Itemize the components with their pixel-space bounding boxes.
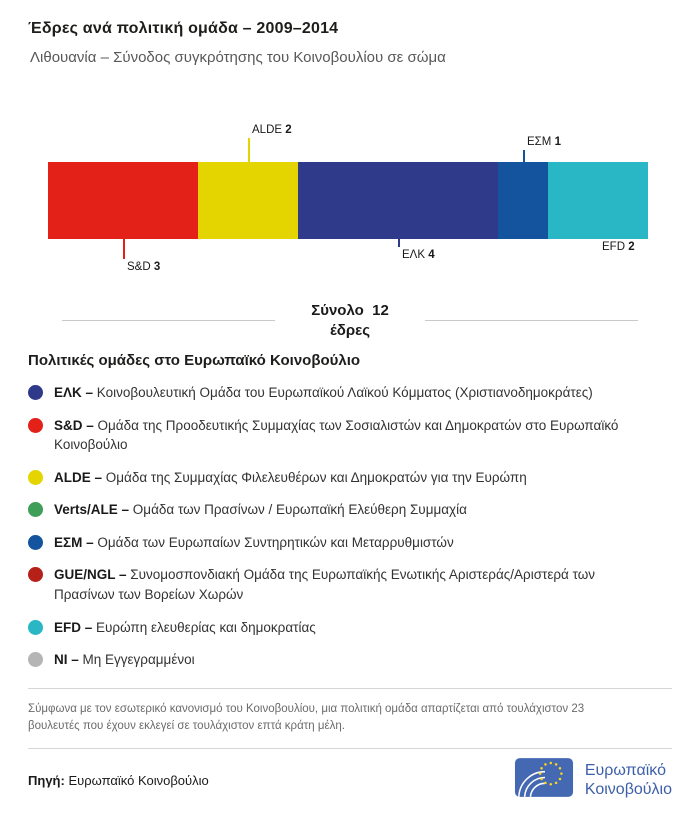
- segment-label: S&D 3: [127, 261, 161, 273]
- legend-color-dot: [28, 470, 43, 485]
- segment-callout: [123, 239, 160, 275]
- legend-text: GUE/NGL – Συνομοσπονδιακή Ομάδα της Ευρωπαϊκής Ενωτικής Αριστεράς/Αριστερά των Πρασίνων των Βορείων Χωρών: [54, 567, 596, 602]
- legend-item-5: [28, 565, 672, 604]
- callout-tick: [123, 239, 125, 259]
- legend-item-1: [28, 416, 672, 455]
- page-title: Έδρες ανά πολιτική ομάδα – 2009–2014: [28, 20, 339, 37]
- legend-text: Verts/ALE – Ομάδα των Πρασίνων / Ευρωπαϊκή Ελεύθερη Συμμαχία: [54, 502, 467, 518]
- page-subtitle: Λιθουανία – Σύνοδος συγκρότησης του Κοινοβουλίου σε σώμα: [30, 49, 446, 66]
- divider-left: [62, 320, 275, 321]
- legend-color-dot: [28, 535, 43, 550]
- bar-segment-ALDE[interactable]: [198, 124, 298, 239]
- divider-right: [425, 320, 638, 321]
- segment-callout: [398, 239, 435, 263]
- segment-label: ALDE 2: [252, 124, 292, 136]
- segment-callout: [248, 122, 292, 162]
- seats-bar-chart: [28, 116, 672, 281]
- source-text: [28, 773, 209, 788]
- legend-item-7: [28, 650, 672, 670]
- bar-segment-S&D[interactable]: [48, 162, 198, 273]
- eu-parliament-flag-icon: [514, 757, 574, 803]
- callout-tick: [398, 239, 400, 247]
- legend-item-0: [28, 383, 672, 403]
- total-seats-unit: έδρες: [329, 321, 371, 339]
- legend-item-2: [28, 468, 672, 488]
- segment-callout: [523, 134, 561, 162]
- bar-segment-ΕΛΚ[interactable]: [298, 162, 498, 261]
- legend-text: ALDE – Ομάδα της Συμμαχίας Φιλελευθέρων και Δημοκρατών για την Ευρώπη: [54, 469, 527, 485]
- legend-heading: Πολιτικές ομάδες στο Ευρωπαϊκό Κοινοβούλιο: [28, 352, 361, 369]
- segment-label: ΕΣΜ 1: [527, 136, 561, 148]
- legend-color-dot: [28, 620, 43, 635]
- logo-line1: Ευρωπαϊκό: [584, 762, 666, 780]
- logo-line2: Κοινοβούλιο: [584, 781, 672, 799]
- callout-tick: [523, 150, 525, 162]
- total-seats-row: [62, 301, 638, 340]
- stacked-bar: [48, 124, 648, 273]
- legend-item-6: [28, 618, 672, 638]
- legend-color-dot: [28, 567, 43, 582]
- total-seats-count: Σύνολο 12: [311, 302, 389, 319]
- segment-callout: [598, 239, 635, 255]
- legend-color-dot: [28, 502, 43, 517]
- legend-color-dot: [28, 418, 43, 433]
- legend-list: [28, 383, 672, 670]
- segment-label: EFD 2: [602, 241, 635, 253]
- bar-segment-ΕΣΜ[interactable]: [498, 136, 561, 239]
- legend-text: S&D – Ομάδα της Προοδευτικής Συμμαχίας των Σοσιαλιστών και Δημοκρατών στο Ευρωπαϊκό Κοινοβούλιο: [54, 417, 619, 453]
- legend-color-dot: [28, 385, 43, 400]
- legend-text: NI – Μη Εγγεγραμμένοι: [54, 652, 195, 668]
- source-value: Ευρωπαϊκό Κοινοβούλιο: [64, 772, 209, 788]
- legend-item-4: [28, 533, 672, 553]
- footnote: Σύμφωνα με τον εσωτερικό κανονισμό του Κοινοβουλίου, μια πολιτική ομάδα απαρτίζεται από τουλάχιστον 23 βουλευτές που έχουν εκλεγεί σε τουλάχιστον επτά κράτη μέλη.: [28, 702, 585, 733]
- callout-tick: [248, 138, 250, 162]
- source-label: Πηγή:: [28, 772, 65, 788]
- segment-label: ΕΛΚ 4: [402, 249, 435, 261]
- legend-text: EFD – Ευρώπη ελευθερίας και δημοκρατίας: [54, 619, 316, 635]
- source-row: [28, 757, 672, 803]
- legend-text: ΕΣΜ – Ομάδα των Ευρωπαίων Συντηρητικών και Μεταρρυθμιστών: [54, 534, 454, 550]
- european-parliament-logo: [514, 757, 672, 803]
- bar-segment-EFD[interactable]: [548, 162, 648, 253]
- legend-text: ΕΛΚ – Κοινοβουλευτική Ομάδα του Ευρωπαϊκού Λαϊκού Κόμματος (Χριστιανοδημοκράτες): [54, 385, 593, 400]
- divider: [28, 748, 672, 749]
- legend-item-3: [28, 500, 672, 520]
- divider: [28, 688, 672, 689]
- logo-wordmark: [585, 761, 672, 799]
- legend-color-dot: [28, 652, 43, 667]
- total-seats-text: [275, 301, 425, 340]
